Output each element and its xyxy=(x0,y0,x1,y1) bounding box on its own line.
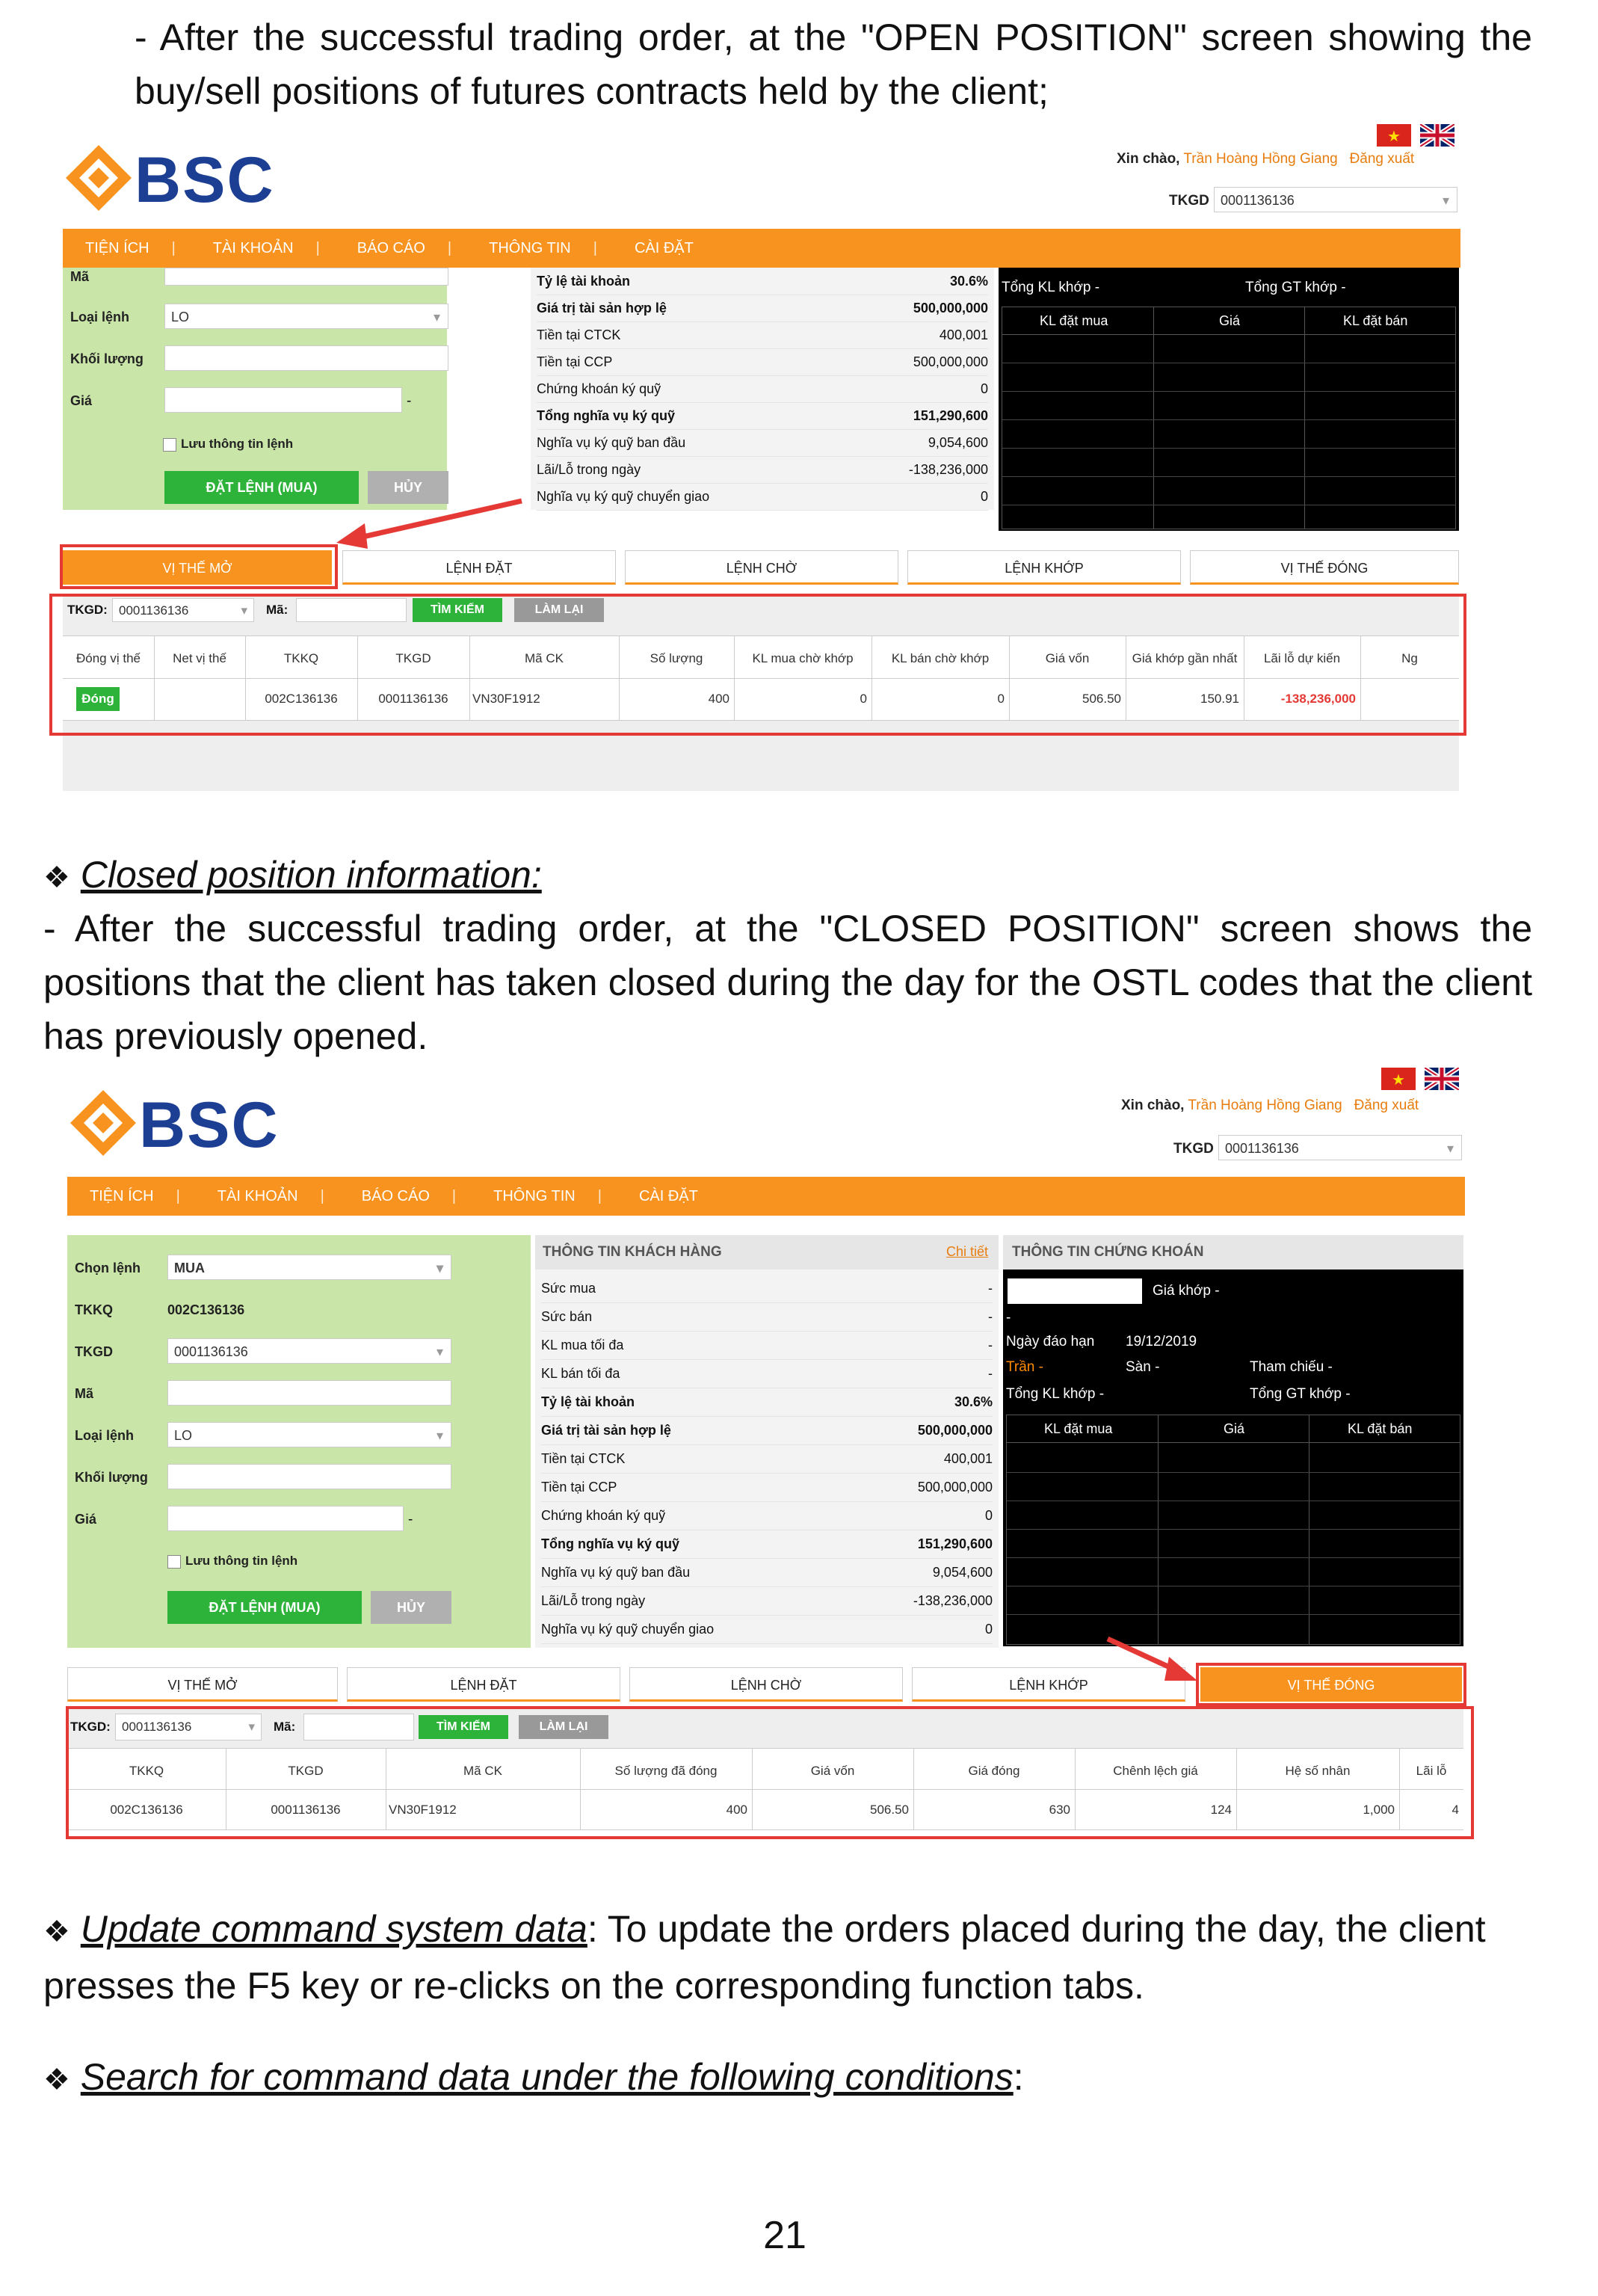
luu-checkbox[interactable] xyxy=(167,1555,181,1569)
huy-button[interactable]: HỦY xyxy=(368,471,448,504)
info-row xyxy=(537,402,988,430)
search-button[interactable]: TÌM KIẾM xyxy=(413,598,502,622)
info-row xyxy=(541,1530,993,1559)
info-value: - xyxy=(988,1338,993,1352)
ma-input[interactable] xyxy=(164,268,448,286)
menu-tien-ich[interactable]: TIỆN ÍCH xyxy=(90,1187,154,1204)
info-value: 400,001 xyxy=(943,1451,993,1466)
info-row xyxy=(541,1586,993,1616)
info-value: 500,000,000 xyxy=(913,354,988,369)
column-header: Lãi lỗ dự kiến xyxy=(1263,651,1341,665)
ma-input[interactable] xyxy=(167,1380,451,1406)
info-label: Chứng khoán ký quỹ xyxy=(541,1508,666,1523)
menu-bao-cao[interactable]: BÁO CÁO xyxy=(357,239,425,256)
info-label: Giá trị tài sản hợp lệ xyxy=(537,301,667,316)
info-value: 0 xyxy=(984,1622,993,1637)
info-row xyxy=(541,1501,993,1530)
securities-panel: THÔNG TIN CHỨNG KHOÁN Giá khớp - - Ngày đáo hạn 19/12/2019 Trần - Sàn - Tham chiếu - Tổng KL khớp - Tổng GT khớp - KL đặt mua Giá KL đặt bán xyxy=(1003,1235,1463,1646)
securities-panel: Tổng KL khớp - Tổng GT khớp - KL đặt mua Giá KL đặt bán xyxy=(999,268,1459,531)
info-value: -138,236,000 xyxy=(913,1593,993,1608)
highlight-table xyxy=(49,594,1466,736)
info-row xyxy=(537,483,988,511)
vn-flag-icon[interactable]: ★ xyxy=(1381,1068,1416,1090)
tkgd-form-select[interactable]: 0001136136 ▾ xyxy=(167,1338,451,1364)
table-cell: 0 xyxy=(997,692,1005,706)
info-row xyxy=(541,1416,993,1445)
gia-input[interactable] xyxy=(167,1506,404,1531)
table-cell: VN30F1912 xyxy=(389,1803,457,1817)
info-label: Giá trị tài sản hợp lệ xyxy=(541,1423,671,1438)
column-header: Giá vốn xyxy=(1045,651,1090,665)
info-row xyxy=(541,1274,993,1303)
info-row xyxy=(537,456,988,484)
column-header: Lãi lỗ xyxy=(1416,1764,1447,1778)
tab-lenh-khop[interactable]: LỆNH KHỚP xyxy=(907,550,1181,585)
screenshot-open-position: ★ BSC Xin chào, Trần Hoàng Hồng Giang Đăng xuất TKGD 0001136136 ▾ TIỆN ÍCH | TÀI KHOẢN | BÁO CÁO | THÔNG TIN | CÀI ĐẶT Mã Loại lệnh LO ▾ Khối lượng Giá - Lưu thông tin lệnh ĐẶT LỆNH (MUA) HỦY Tỷ lệ tài khoản 30.6% Giá trị tài sản hợp lệ 500,000,000 Tiền tại CTCK 400,001 Tiền tại CCP 500,000,000 Chứng khoán ký quỹ 0 Tổng nghĩa vụ ký quỹ 151,290,600 Nghĩa vụ ký quỹ ban đầu 9,054,600 Lãi/Lỗ trong ngày -138,236,000 Nghĩa vụ ký quỹ chuyển giao 0 Tổng KL khớp - Tổng GT khớp - KL đặt mua Giá KL đặt bán VỊ THẾ MỞ LỆNH ĐẶT LỆNH CHỜ LỆNH KHỚP VỊ THẾ ĐÓNG TKGD: 0001136136 ▾ Mã: TÌM KIẾM LÀM LẠI Đóng vị thế Net vị thế TKKQ TKGD Mã CK Số lượng KL mua chờ khớp KL bán chờ khớp Giá vốn Giá khớp gần nhất Lãi lỗ dự kiến Ng Đóng 002C136136 0001136136 VN30F1912 400 0 0 506.50 150.91 -138,236,000 xyxy=(63,120,1460,792)
menu-cai-dat[interactable]: CÀI ĐẶT xyxy=(634,239,694,256)
page-number: 21 xyxy=(763,2214,806,2257)
table-cell: 1,000 xyxy=(1363,1803,1395,1817)
info-label: Tiền tại CTCK xyxy=(537,327,621,342)
column-header: Mã CK xyxy=(525,651,564,665)
column-header: Chênh lệch giá xyxy=(1113,1764,1198,1778)
column-header: Net vị thế xyxy=(173,651,226,665)
info-label: Tiền tại CCP xyxy=(541,1480,617,1495)
info-row xyxy=(541,1615,993,1644)
logout-link[interactable]: Đăng xuất xyxy=(1354,1098,1419,1113)
info-row xyxy=(541,1558,993,1587)
greeting: Xin chào, Trần Hoàng Hồng Giang Đăng xuất xyxy=(1117,151,1415,167)
table-cell: 0 xyxy=(860,692,867,706)
info-value: 0 xyxy=(980,381,988,396)
bsc-logo: BSC xyxy=(63,142,302,217)
order-form-panel: Chọn lệnh MUA ▾ TKKQ 002C136136 TKGD 0001136136 ▾ Mã Loại lệnh LO ▾ Khối lượng Giá - Lưu thông tin lệnh ĐẶT LỆNH (MUA) HỦY xyxy=(67,1235,531,1648)
tab-vi-the-dong[interactable]: VỊ THẾ ĐÓNG xyxy=(1200,1667,1462,1702)
highlight-tab xyxy=(60,544,338,589)
chevron-down-icon: ▾ xyxy=(436,1428,443,1443)
info-label: KL bán tối đa xyxy=(541,1366,620,1381)
search-paragraph: ❖ Search for command data under the following conditions: xyxy=(43,2056,1024,2098)
chi-tiet-link[interactable]: Chi tiết xyxy=(945,1244,988,1259)
filter-tkgd-select[interactable]: 0001136136 ▾ xyxy=(112,598,254,622)
column-header: Đóng vị thế xyxy=(76,651,141,665)
menu-thong-tin[interactable]: THÔNG TIN xyxy=(493,1187,576,1204)
tab-vi-the-dong[interactable]: VỊ THẾ ĐÓNG xyxy=(1190,550,1459,585)
user-name[interactable]: Trần Hoàng Hồng Giang xyxy=(1188,1098,1342,1113)
dat-lenh-button[interactable]: ĐẶT LỆNH (MUA) xyxy=(164,471,359,504)
chevron-down-icon: ▾ xyxy=(433,310,440,324)
info-value: 500,000,000 xyxy=(917,1423,993,1438)
info-label: Tỷ lệ tài khoản xyxy=(537,274,631,289)
table-cell: 124 xyxy=(1210,1803,1232,1817)
red-arrow-icon xyxy=(1105,1634,1202,1687)
chevron-down-icon: ▾ xyxy=(1442,193,1449,208)
tkgd-label: TKGD xyxy=(1169,193,1209,209)
order-form-panel: Mã Loại lệnh LO ▾ Khối lượng Giá - Lưu thông tin lệnh ĐẶT LỆNH (MUA) HỦY xyxy=(63,268,447,510)
info-row xyxy=(537,268,988,295)
info-row xyxy=(537,429,988,457)
luu-checkbox[interactable] xyxy=(163,438,176,452)
table-cell: VN30F1912 xyxy=(472,692,540,706)
reset-button[interactable]: LÀM LẠI xyxy=(519,1715,608,1739)
loai-lenh-select[interactable]: LO ▾ xyxy=(167,1422,451,1447)
info-label: KL mua tối đa xyxy=(541,1338,624,1352)
info-value: 0 xyxy=(984,1508,993,1523)
table-cell: 400 xyxy=(708,692,729,706)
table-cell: 506.50 xyxy=(870,1803,909,1817)
col-kl-dat-mua: KL đặt mua xyxy=(1040,313,1108,328)
uk-flag-icon[interactable] xyxy=(1420,124,1454,147)
tab-vi-the-mo[interactable]: VỊ THẾ MỞ xyxy=(67,1667,338,1702)
col-kl-dat-ban: KL đặt bán xyxy=(1343,313,1408,328)
info-row xyxy=(541,1331,993,1360)
table-cell: 4 xyxy=(1452,1803,1459,1817)
closed-heading: ❖ Closed position information: xyxy=(43,854,542,896)
dat-lenh-button[interactable]: ĐẶT LỆNH (MUA) xyxy=(167,1591,362,1624)
red-arrow-icon xyxy=(335,493,529,553)
info-row xyxy=(541,1388,993,1417)
vn-flag-icon[interactable]: ★ xyxy=(1377,124,1411,147)
info-label: Nghĩa vụ ký quỹ chuyển giao xyxy=(537,489,710,504)
table-cell: 0001136136 xyxy=(378,692,448,706)
table-cell: 0001136136 xyxy=(271,1803,341,1817)
table-cell: 506.50 xyxy=(1082,692,1121,706)
info-value: - xyxy=(988,1309,993,1324)
user-name[interactable]: Trần Hoàng Hồng Giang xyxy=(1183,151,1338,167)
info-label: Sức mua xyxy=(541,1281,596,1296)
column-header: Giá đóng xyxy=(968,1764,1020,1778)
info-row xyxy=(541,1302,993,1332)
info-value: - xyxy=(988,1366,993,1381)
screenshot-closed-position: ★ BSC Xin chào, Trần Hoàng Hồng Giang Đăng xuất TKGD 0001136136 ▾ TIỆN ÍCH | TÀI KHOẢN | BÁO CÁO | THÔNG TIN | CÀI ĐẶT Chọn lệnh MUA ▾ TKKQ 002C136136 TKGD 0001136136 ▾ Mã Loại lệnh LO ▾ Khối lượng Giá - Lưu thông tin lệnh ĐẶT LỆNH (MUA) HỦY THÔNG TIN KHÁCH HÀNG Chi tiết Sức mua - Sức bán - KL mua tối đa - KL bán tối đa - Tỷ lệ tài khoản 30.6% Giá trị tài sản hợp lệ 500,000,000 Tiền tại CTCK 400,001 Tiền tại CCP 500,000,000 Chứng khoán ký quỹ 0 Tổng nghĩa vụ ký quỹ 151,290,600 Nghĩa vụ ký quỹ ban đầu 9,054,600 Lãi/Lỗ trong ngày -138,236,000 Nghĩa vụ ký quỹ chuyển giao 0 THÔNG TIN CHỨNG KHOÁN Giá khớp - - Ngày đáo hạn 19/12/2019 Trần - Sàn - Tham chiếu - Tổng KL khớp - Tổng GT khớp - KL đặt mua Giá KL đặt bán VỊ THẾ MỞ LỆNH ĐẶT LỆNH CHỜ LỆNH KHỚP VỊ THẾ ĐÓNG TKGD: 0001136136 ▾ Mã: TÌM KIẾM LÀM LẠI TKKQ TKGD Mã CK Số lượng đã đóng Giá vốn Giá đóng Chênh lệch giá Hệ số nhân Lãi lỗ 002C136136 0001136136 VN30F1912 400 506.50 630 124 1,000 4 xyxy=(67,1065,1465,1850)
chevron-down-icon: ▾ xyxy=(436,1261,443,1275)
info-label: Tiền tại CTCK xyxy=(541,1451,626,1466)
column-header: TKKQ xyxy=(283,651,319,665)
customer-info-panel: THÔNG TIN KHÁCH HÀNG Chi tiết Sức mua - Sức bán - KL mua tối đa - KL bán tối đa - Tỷ lệ tài khoản 30.6% Giá trị tài sản hợp lệ 500,000,000 Tiền tại CTCK 400,001 Tiền tại CCP 500,000,000 Chứng khoán ký quỹ 0 Tổng nghĩa vụ ký quỹ 151,290,600 Nghĩa vụ ký quỹ ban đầu 9,054,600 Lãi/Lỗ trong ngày -138,236,000 Nghĩa vụ ký quỹ chuyển giao 0 xyxy=(535,1235,999,1648)
info-label: Nghĩa vụ ký quỹ chuyển giao xyxy=(541,1622,715,1637)
info-value: 151,290,600 xyxy=(917,1536,993,1551)
info-value: 30.6% xyxy=(949,274,988,289)
info-label: Tổng nghĩa vụ ký quỹ xyxy=(537,408,676,423)
menu-cai-dat[interactable]: CÀI ĐẶT xyxy=(638,1187,698,1204)
column-header: Giá vốn xyxy=(810,1764,855,1778)
update-paragraph: ❖ Update command system data: To update the orders placed during the day, the client presses the F5 key or re-clicks on the corresponding function tabs. xyxy=(43,1908,1486,2007)
info-row xyxy=(537,295,988,322)
table-cell: -138,236,000 xyxy=(1280,692,1356,706)
info-value: -138,236,000 xyxy=(908,462,988,477)
huy-button[interactable]: HỦY xyxy=(371,1591,451,1624)
column-header: TKGD xyxy=(395,651,431,665)
khoi-luong-input[interactable] xyxy=(164,345,448,371)
tkgd-select[interactable]: 0001136136 ▾ xyxy=(1214,187,1457,212)
info-row xyxy=(537,375,988,403)
tab-lenh-dat[interactable]: LỆNH ĐẶT xyxy=(342,550,616,585)
column-header: Mã CK xyxy=(463,1764,502,1778)
tkgd-select[interactable]: 0001136136 ▾ xyxy=(1218,1135,1462,1160)
info-label: Tỷ lệ tài khoản xyxy=(541,1394,635,1409)
info-value: 151,290,600 xyxy=(913,408,988,423)
info-value: 400,001 xyxy=(939,327,988,342)
info-label: Nghĩa vụ ký quỹ ban đầu xyxy=(537,435,686,450)
tab-lenh-dat[interactable]: LỆNH ĐẶT xyxy=(347,1667,620,1702)
table-cell: 400 xyxy=(726,1803,747,1817)
customer-info-panel xyxy=(531,268,994,510)
column-header: Hệ số nhân xyxy=(1285,1764,1351,1778)
logout-link[interactable]: Đăng xuất xyxy=(1349,151,1415,167)
chevron-down-icon: ▾ xyxy=(1446,1141,1454,1156)
dong-button[interactable]: Đóng xyxy=(76,687,120,711)
column-header: Giá khớp gần nhất xyxy=(1132,651,1238,665)
filter-tkgd-select[interactable]: 0001136136 ▾ xyxy=(115,1714,262,1741)
tab-lenh-cho[interactable]: LỆNH CHỜ xyxy=(625,550,898,585)
loai-lenh-select[interactable]: LO ▾ xyxy=(164,304,448,329)
menu-tai-khoan[interactable]: TÀI KHOẢN xyxy=(212,239,294,256)
main-menu: TIỆN ÍCH | TÀI KHOẢN | BÁO CÁO | THÔNG TIN | CÀI ĐẶT xyxy=(63,229,1460,268)
info-label: Sức bán xyxy=(541,1309,593,1324)
search-button[interactable]: TÌM KIẾM xyxy=(419,1715,508,1739)
tab-vi-the-mo[interactable]: VỊ THẾ MỞ xyxy=(63,550,332,585)
column-header: KL bán chờ khớp xyxy=(891,651,990,665)
column-header: Số lượng xyxy=(650,651,703,665)
chevron-down-icon: ▾ xyxy=(436,1344,443,1359)
reset-button[interactable]: LÀM LẠI xyxy=(514,598,604,622)
info-value: 500,000,000 xyxy=(913,301,988,316)
info-label: Lãi/Lỗ trong ngày xyxy=(541,1593,646,1608)
info-label: Nghĩa vụ ký quỹ ban đầu xyxy=(541,1565,691,1580)
closed-text: - After the successful trading order, at the "CLOSED POSITION" screen shows the positions that the client has taken closed during the day for the OSTL codes that the client has previously opened. xyxy=(43,908,1532,1057)
table-cell: 150.91 xyxy=(1200,692,1239,706)
col-gia: Giá xyxy=(1224,1421,1245,1436)
menu-bao-cao[interactable]: BÁO CÁO xyxy=(361,1187,430,1204)
info-value: 500,000,000 xyxy=(917,1480,993,1495)
menu-thong-tin[interactable]: THÔNG TIN xyxy=(489,239,571,256)
info-label: Chứng khoán ký quỹ xyxy=(537,381,661,396)
bsc-logo: BSC xyxy=(67,1087,306,1162)
chevron-down-icon: ▾ xyxy=(241,603,247,618)
highlight-tab xyxy=(1196,1663,1466,1706)
info-label: Lãi/Lỗ trong ngày xyxy=(537,462,641,477)
info-value: 9,054,600 xyxy=(932,1565,993,1580)
column-header: TKGD xyxy=(288,1764,324,1778)
table-cell: 002C136136 xyxy=(265,692,338,706)
col-gia: Giá xyxy=(1219,313,1241,328)
chevron-down-icon: ▾ xyxy=(248,1720,255,1734)
intro-open-position: - After the successful trading order, at the "OPEN POSITION" screen showing the buy/sell positions of futures contracts held by the client; xyxy=(135,16,1532,112)
chon-lenh-select[interactable]: MUA ▾ xyxy=(167,1255,451,1280)
info-label: Tổng nghĩa vụ ký quỹ xyxy=(541,1536,680,1551)
tab-lenh-cho[interactable]: LỆNH CHỜ xyxy=(629,1667,903,1702)
info-label: Tiền tại CCP xyxy=(537,354,613,369)
column-header: KL mua chờ khớp xyxy=(752,651,854,665)
highlight-table xyxy=(66,1706,1474,1839)
info-row xyxy=(541,1473,993,1502)
main-menu: TIỆN ÍCH | TÀI KHOẢN | BÁO CÁO | THÔNG TIN | CÀI ĐẶT xyxy=(67,1177,1465,1216)
symbol-input[interactable] xyxy=(1008,1278,1142,1304)
info-row xyxy=(537,321,988,349)
khoi-luong-input[interactable] xyxy=(167,1464,451,1489)
uk-flag-icon[interactable] xyxy=(1425,1068,1459,1090)
table-cell: 630 xyxy=(1049,1803,1070,1817)
info-row xyxy=(541,1359,993,1388)
gia-input[interactable] xyxy=(164,387,402,413)
tkgd-label: TKGD xyxy=(1173,1141,1214,1157)
menu-tai-khoan[interactable]: TÀI KHOẢN xyxy=(217,1187,298,1204)
info-value: - xyxy=(988,1281,993,1296)
column-header: TKKQ xyxy=(129,1764,164,1778)
column-header: Ng xyxy=(1401,651,1418,665)
column-header: Số lượng đã đóng xyxy=(614,1764,718,1778)
col-kl-dat-mua: KL đặt mua xyxy=(1044,1421,1113,1436)
info-row xyxy=(537,348,988,376)
tab-lenh-khop[interactable]: LỆNH KHỚP xyxy=(912,1667,1185,1702)
menu-tien-ich[interactable]: TIỆN ÍCH xyxy=(85,239,149,256)
info-value: 0 xyxy=(980,489,988,504)
info-value: 30.6% xyxy=(954,1394,993,1409)
info-value: 9,054,600 xyxy=(928,435,988,450)
info-row xyxy=(541,1444,993,1474)
table-cell: 002C136136 xyxy=(110,1803,183,1817)
col-kl-dat-ban: KL đặt bán xyxy=(1348,1421,1413,1436)
greeting: Xin chào, Trần Hoàng Hồng Giang Đăng xuất xyxy=(1121,1098,1419,1113)
